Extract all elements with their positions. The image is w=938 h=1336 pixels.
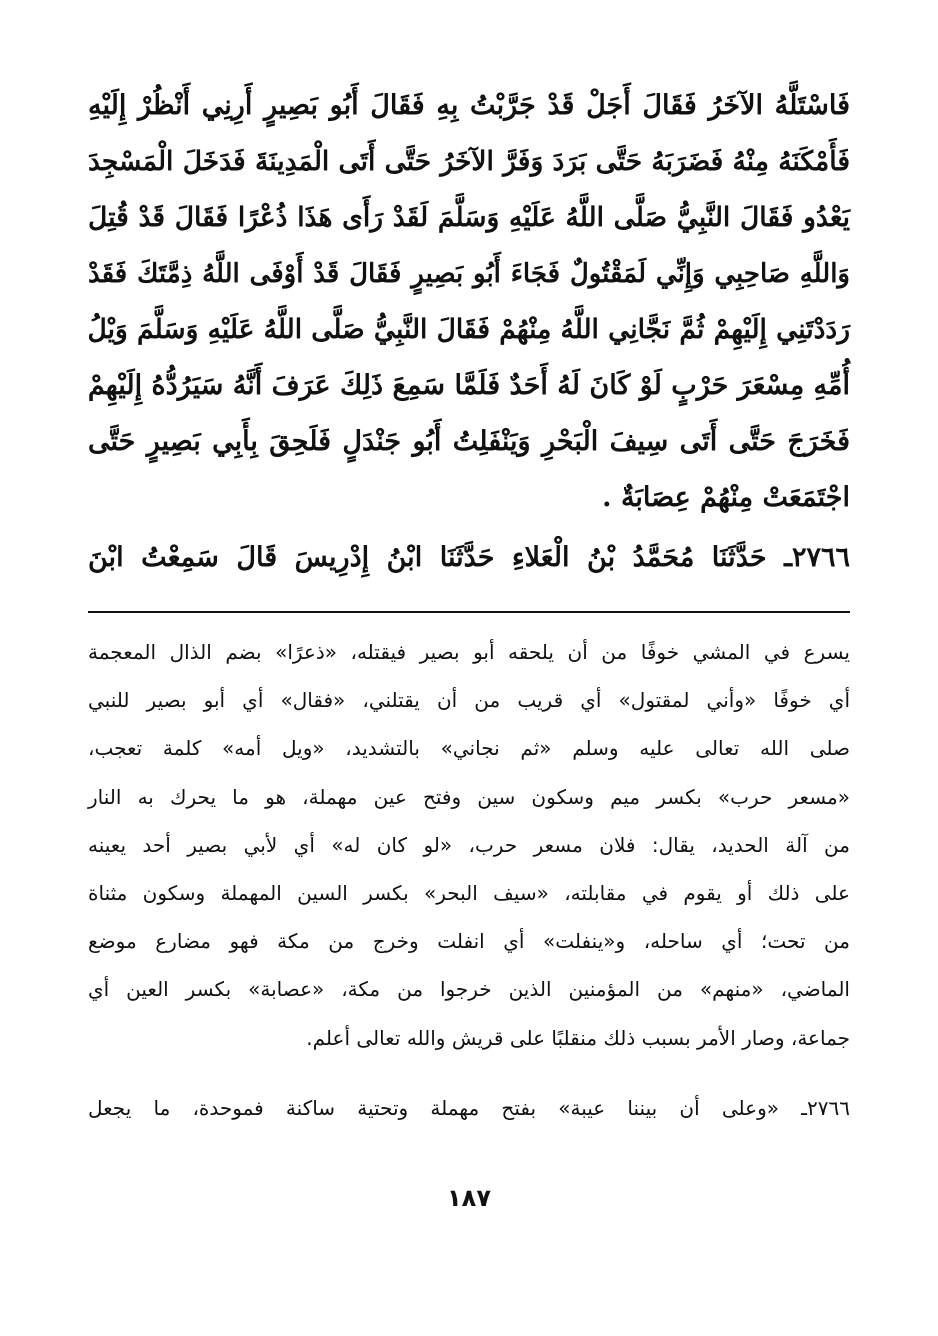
commentary-line: أي خوفًا «وأني لمقتول» أي قريب من أن يقتلني، «فقال» أي أبو بصير للنبي (88, 688, 850, 713)
main-text-line: فَأَمْكَنَهُ مِنْهُ فَضَرَبَهُ حَتَّى بَرَدَ وَفَرَّ الآخَرُ حَتَّى أَتَى الْمَدِينَةَ فَدَخَلَ الْمَسْجِدَ (88, 146, 850, 177)
commentary-line: من تحت؛ أي ساحله، و«ينفلت» أي انفلت وخرج من مكة فهو مضارع موضع (88, 929, 850, 954)
commentary-line: يسرع في المشي خوفًا من أن يلحقه أبو بصير فيقتله، «ذعرًا» بضم الذال المعجمة (88, 640, 850, 664)
footnote-divider (88, 611, 850, 613)
main-text-line: وَاللَّهِ صَاحِبِي وَإِنِّي لَمَقْتُولٌ فَجَاءَ أَبُو بَصِيرٍ فَقَالَ قَدْ أَوْفَى اللَّهُ ذِمَّتَكَ فَقَدْ (88, 259, 850, 289)
main-text-line: يَعْدُو فَقَالَ النَّبِيُّ صَلَّى اللَّهُ عَلَيْهِ وَسَلَّمَ لَقَدْ رَأَى هَذَا ذُعْرًا فَقَالَ قَدْ قُتِلَ (88, 202, 850, 233)
commentary-line: الماضي، «منهم» من المؤمنين الذين خرجوا من مكة، «عصابة» بكسر العين أي (88, 977, 850, 1002)
main-text-line: اجْتَمَعَتْ مِنْهُمْ عِصَابَةٌ . (602, 482, 850, 513)
commentary-line: من آلة الحديد، يقال: فلان مسعر حرب، «لو كان له» أي لأبي بصير أحد يعينه (88, 832, 850, 857)
main-text-line: فَاسْتَلَّهُ الآخَرُ فَقَالَ أَجَلْ قَدْ جَرَّبْتُ بِهِ فَقَالَ أَبُو بَصِيرٍ أَرِنِي أَنْظُرْ إِلَيْهِ (88, 90, 850, 121)
main-text-line: أُمِّهِ مِسْعَرَ حَرْبٍ لَوْ كَانَ لَهُ أَحَدٌ فَلَمَّا سَمِعَ ذَلِكَ عَرَفَ أَنَّهُ سَيَرُدُّهُ إِلَيْهِمْ (87, 370, 850, 401)
main-text-line: فَخَرَجَ حَتَّى أَتَى سِيفَ الْبَحْرِ وَيَنْفَلِتُ أَبُو جَنْدَلٍ فَلَحِقَ بِأَبِي بَصِيرٍ حَتَّى (88, 426, 850, 457)
main-text-line: رَدَدْتَنِي إِلَيْهِمْ ثُمَّ نَجَّانِي اللَّهُ مِنْهُمْ فَقَالَ النَّبِيُّ صَلَّى اللَّهُ عَلَيْهِ وَسَلَّمَ وَيْلُ (87, 314, 850, 345)
commentary-next-hadith: ٢٧٦٦ـ «وعلى أن بيننا عيبة» بفتح مهملة وتحتية ساكنة فموحدة، ما يجعل (88, 1096, 850, 1120)
commentary-text (88, 628, 850, 1062)
hadith-main-text (88, 78, 850, 526)
next-hadith-heading: ٢٧٦٦ـ حَدَّثَنَا مُحَمَّدُ بْنُ الْعَلاءِ حَدَّثَنَا ابْنُ إِدْرِيسَ قَالَ سَمِعْتُ ابْنَ (88, 542, 850, 573)
commentary-line: جماعة، وصار الأمر بسبب ذلك منقلبًا على قريش والله تعالى أعلم. (306, 1025, 850, 1050)
commentary-line: صلى الله تعالى عليه وسلم «ثم نجاني» بالتشديد، «ويل أمه» كلمة تعجب، (88, 736, 850, 761)
commentary-line: على ذلك أو يقوم في مقابلته، «سيف البحر» بكسر السين المهملة وسكون مثناة (88, 880, 850, 905)
commentary-line: «مسعر حرب» بكسر ميم وسكون سين وفتح عين مهملة، هو ما يحرك به النار (88, 784, 850, 809)
page-number: ١٨٧ (447, 1184, 491, 1212)
